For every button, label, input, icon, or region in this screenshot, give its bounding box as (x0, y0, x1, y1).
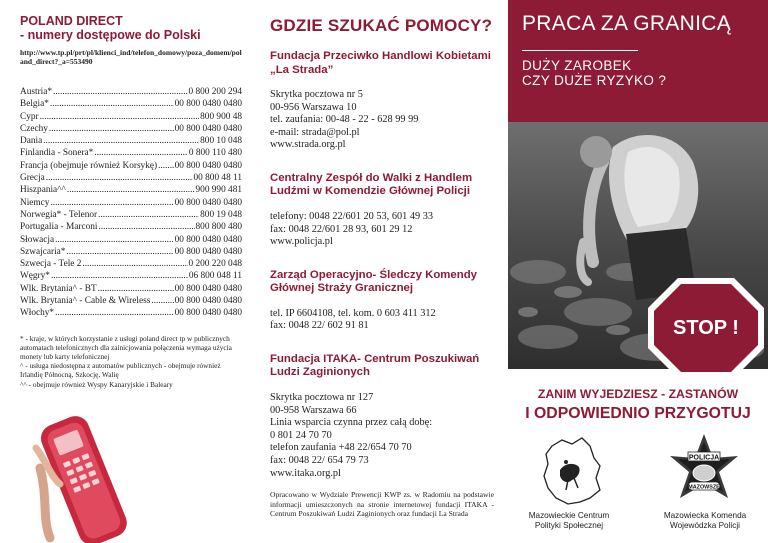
country-name: Francja (obejmuje również Korsykę) (20, 160, 158, 171)
org-title-line: „La Strada” (270, 63, 334, 76)
country-row (20, 135, 242, 147)
country-row (20, 234, 242, 246)
dot-leader (55, 307, 174, 319)
dot-leader (40, 111, 200, 123)
contact-line: 00-956 Warszawa 10 (270, 101, 357, 113)
dot-leader (158, 160, 174, 172)
country-row (20, 172, 242, 184)
footnote-caret: ^ - usługa niedostępna z automatów publicznych - obejmuje również Irlandię Północną, Szkocję, Walię (20, 361, 221, 380)
stop-sign (646, 276, 766, 380)
country-name: Grecja (20, 173, 45, 184)
country-name: Dania (20, 136, 43, 147)
country-row (20, 209, 242, 221)
country-name: Hiszpania^^ (20, 185, 66, 196)
country-row (20, 98, 242, 110)
country-name: Niemcy (20, 197, 50, 208)
country-row (20, 258, 242, 270)
org-title-line: Ludźmi w Komendzie Głównej Policji (270, 185, 470, 198)
footnote-double-caret: ^^ - obejmuje również Wyspy Kanaryjskie i Baleary (20, 379, 173, 389)
access-number: 00 800 0480 0480 (174, 197, 242, 208)
contact-line: Skrytka pocztowa nr 5 (270, 89, 363, 100)
access-number: 06 800 048 11 (188, 271, 242, 282)
mcps-caption (514, 511, 624, 531)
mkwp-caption (646, 511, 764, 531)
org-title-line: Fundacja Przeciwko Handlowi Kobietami (270, 50, 491, 62)
access-number: 800 10 048 (200, 136, 242, 147)
dot-leader (55, 234, 174, 246)
country-name: Cypr (20, 111, 39, 122)
caption-line: Mazowiecka Komenda (663, 511, 747, 520)
right-panel (508, 0, 768, 543)
contact-line: fax: 0048 22/ 654 79 73 (270, 454, 369, 466)
country-name: Szwecja - Tele 2 (20, 259, 82, 270)
access-number: 00 800 0480 0480 (174, 160, 242, 171)
prepare-properly: I ODPOWIEDNIO PRZYGOTUJ (525, 405, 751, 422)
think-before-leaving: ZANIM WYJEDZIESZ - ZASTANÓW (537, 387, 739, 401)
contact-line: tel. zaufania: 00-48 - 22 - 628 99 99 (270, 114, 419, 126)
poland-direct-title-line1: POLAND DIRECT (20, 14, 123, 28)
access-number: 0 200 220 048 (188, 259, 242, 270)
email-link[interactable]: e-mail: strada@pol.pl (270, 126, 360, 138)
dot-leader (67, 184, 195, 196)
website-link[interactable]: www.itaka.org.pl (270, 467, 341, 479)
country-name: Czechy (20, 123, 48, 134)
org-contact (270, 392, 498, 480)
org-border-guard (270, 269, 498, 333)
access-number: 800 800 480 (195, 222, 242, 233)
dot-leader (50, 98, 174, 110)
dot-leader (98, 221, 194, 233)
org-title-line: Głównej Straży Granicznej (270, 282, 414, 295)
footnotes (20, 334, 242, 389)
org-contact (270, 308, 498, 333)
org-title-line: Ludzi Zaginionych (270, 366, 370, 379)
contact-line: Skrytka pocztowa nr 127 (270, 391, 374, 403)
mobile-phone-illustration (30, 408, 135, 543)
access-number: 00 800 0480 0480 (174, 234, 242, 245)
org-contact (270, 211, 498, 249)
dot-leader (94, 147, 188, 159)
caption-line: Mazowieckie Centrum (528, 511, 610, 520)
country-name: Finlandia - Sonera* (20, 148, 94, 159)
access-number: 00 800 0480 0480 (174, 283, 242, 294)
country-row (20, 160, 242, 172)
contact-line: 0 801 24 70 70 (270, 429, 332, 441)
caption-line: Wojewódzka Policji (670, 521, 740, 530)
country-name: Szwajcaria* (20, 246, 66, 257)
country-row (20, 270, 242, 282)
org-title (270, 50, 498, 77)
dot-leader (43, 135, 199, 147)
country-row (20, 221, 242, 233)
org-title-line: Zarząd Operacyjno- Śledczy Komendy (270, 268, 477, 281)
access-number: 00 800 0480 0480 (174, 308, 242, 319)
country-name: Austria* (20, 87, 53, 97)
middle-panel (256, 0, 508, 543)
access-number: 900 990 481 (195, 185, 242, 196)
access-number: 00 800 48 11 (193, 173, 242, 184)
police-badge-top-text: POLICJA (688, 454, 720, 462)
dot-leader (151, 295, 173, 307)
access-number: 00 800 0480 0480 (174, 123, 242, 134)
org-title (270, 172, 498, 199)
country-name: Portugalia - Marconi (20, 222, 98, 233)
country-name: Wlk. Brytania^ - BT (20, 283, 97, 294)
org-police-trafficking-team (270, 172, 498, 249)
dot-leader (98, 283, 174, 295)
org-title (270, 353, 498, 380)
police-badge-bottom-text: MAZOWSZE (688, 484, 720, 491)
subtitle-line: CZY DUŻE RYZYKO ? (522, 73, 667, 88)
divider (522, 50, 638, 51)
contact-line: telefon zaufania +48 22/654 70 70 (270, 442, 412, 454)
dot-leader (49, 123, 174, 135)
contact-line: telefony: 0048 22/601 20 53, 601 49 33 (270, 210, 434, 222)
brochure-title: PRACA ZA GRANICĄ (522, 12, 732, 35)
country-row (20, 295, 242, 307)
country-row (20, 307, 242, 319)
country-row (20, 184, 242, 196)
contact-line: fax: 0048 22/ 602 91 81 (270, 320, 369, 332)
org-itaka (270, 353, 498, 480)
mazovia-map-logo (538, 432, 604, 512)
title-banner (508, 0, 768, 122)
caption-line: Polityki Społecznej (534, 521, 604, 530)
org-contact (270, 89, 498, 152)
dot-leader (51, 270, 188, 282)
subtitle-line: DUŻY ZAROBEK (522, 58, 632, 73)
left-panel (0, 0, 256, 543)
stop-text: STOP ! (673, 317, 739, 339)
dot-leader (66, 246, 173, 258)
country-number-list (20, 86, 242, 320)
country-name: Wlk. Brytania^ - Cable & Wireless (20, 296, 151, 307)
org-la-strada (270, 50, 498, 152)
access-number: 00 800 0480 0480 (174, 99, 242, 110)
contact-line: 00-958 Warszawa 66 (270, 404, 357, 416)
country-name: Włochy* (20, 308, 55, 319)
website-link[interactable]: www.strada.org.pl (270, 139, 346, 151)
poland-direct-title-line2: - numery dostępowe do Polski (20, 28, 201, 42)
country-name: Węgry* (20, 271, 50, 282)
access-number: 0 800 110 480 (188, 148, 242, 159)
org-title-line: Fundacja ITAKA- Centrum Poszukiwań (270, 352, 480, 365)
access-number: 0 800 200 294 (188, 87, 242, 97)
country-name: Norwegia* - Telenor (20, 209, 98, 220)
access-number: 00 800 0480 0480 (174, 296, 242, 307)
country-row (20, 86, 242, 98)
access-number: 00 800 0480 0480 (174, 246, 242, 257)
poland-direct-url[interactable]: http://www.tp.pl/prt/pl/klienci_ind/telefon_domowy/poza_domem/poland_direct?_a=553490 (20, 48, 242, 66)
police-star-badge-logo (666, 432, 742, 512)
poland-direct-title (20, 14, 242, 42)
country-row (20, 283, 242, 295)
dot-leader (82, 258, 187, 270)
country-row (20, 147, 242, 159)
access-number: 800 900 48 (200, 111, 242, 122)
brochure-subtitle (522, 58, 666, 88)
country-row (20, 123, 242, 135)
footnote-star: * - kraje, w których korzystanie z usługi poland direct tp w publicznych automatach telefonicznych dla zainicjowania połączenia wymaga użycia monety lub karty telefonicznej (20, 333, 232, 362)
help-heading: GDZIE SZUKAĆ POMOCY? (270, 16, 493, 35)
dot-leader (98, 209, 199, 221)
country-name: Słowacja (20, 234, 55, 245)
dot-leader (46, 172, 193, 184)
country-row (20, 197, 242, 209)
country-row (20, 246, 242, 258)
dot-leader (53, 86, 188, 98)
org-title (270, 269, 498, 296)
website-link[interactable]: www.policja.pl (270, 236, 333, 248)
dot-leader (50, 197, 173, 209)
country-name: Belgia* (20, 99, 49, 110)
source-note: Opracowano w Wydziale Prewencji KWP zs. w Radomiu na podstawie informacji umieszczonych na stronie internetowej fundacji ITAKA - Centrum Poszukiwań Ludzi Zaginionych oraz fundacji La Strada (270, 490, 494, 519)
contact-line: Linia wsparcia czynna przez całą dobę: (270, 417, 433, 429)
country-row (20, 111, 242, 123)
access-number: 800 19 048 (200, 209, 242, 220)
org-title-line: Centralny Zespół do Walki z Handlem (270, 171, 473, 184)
contact-line: fax: 0048 22/601 28 93, 601 29 12 (270, 223, 413, 235)
contact-line: tel. IP 6604108, tel. kom. 0 603 411 312 (270, 307, 436, 319)
